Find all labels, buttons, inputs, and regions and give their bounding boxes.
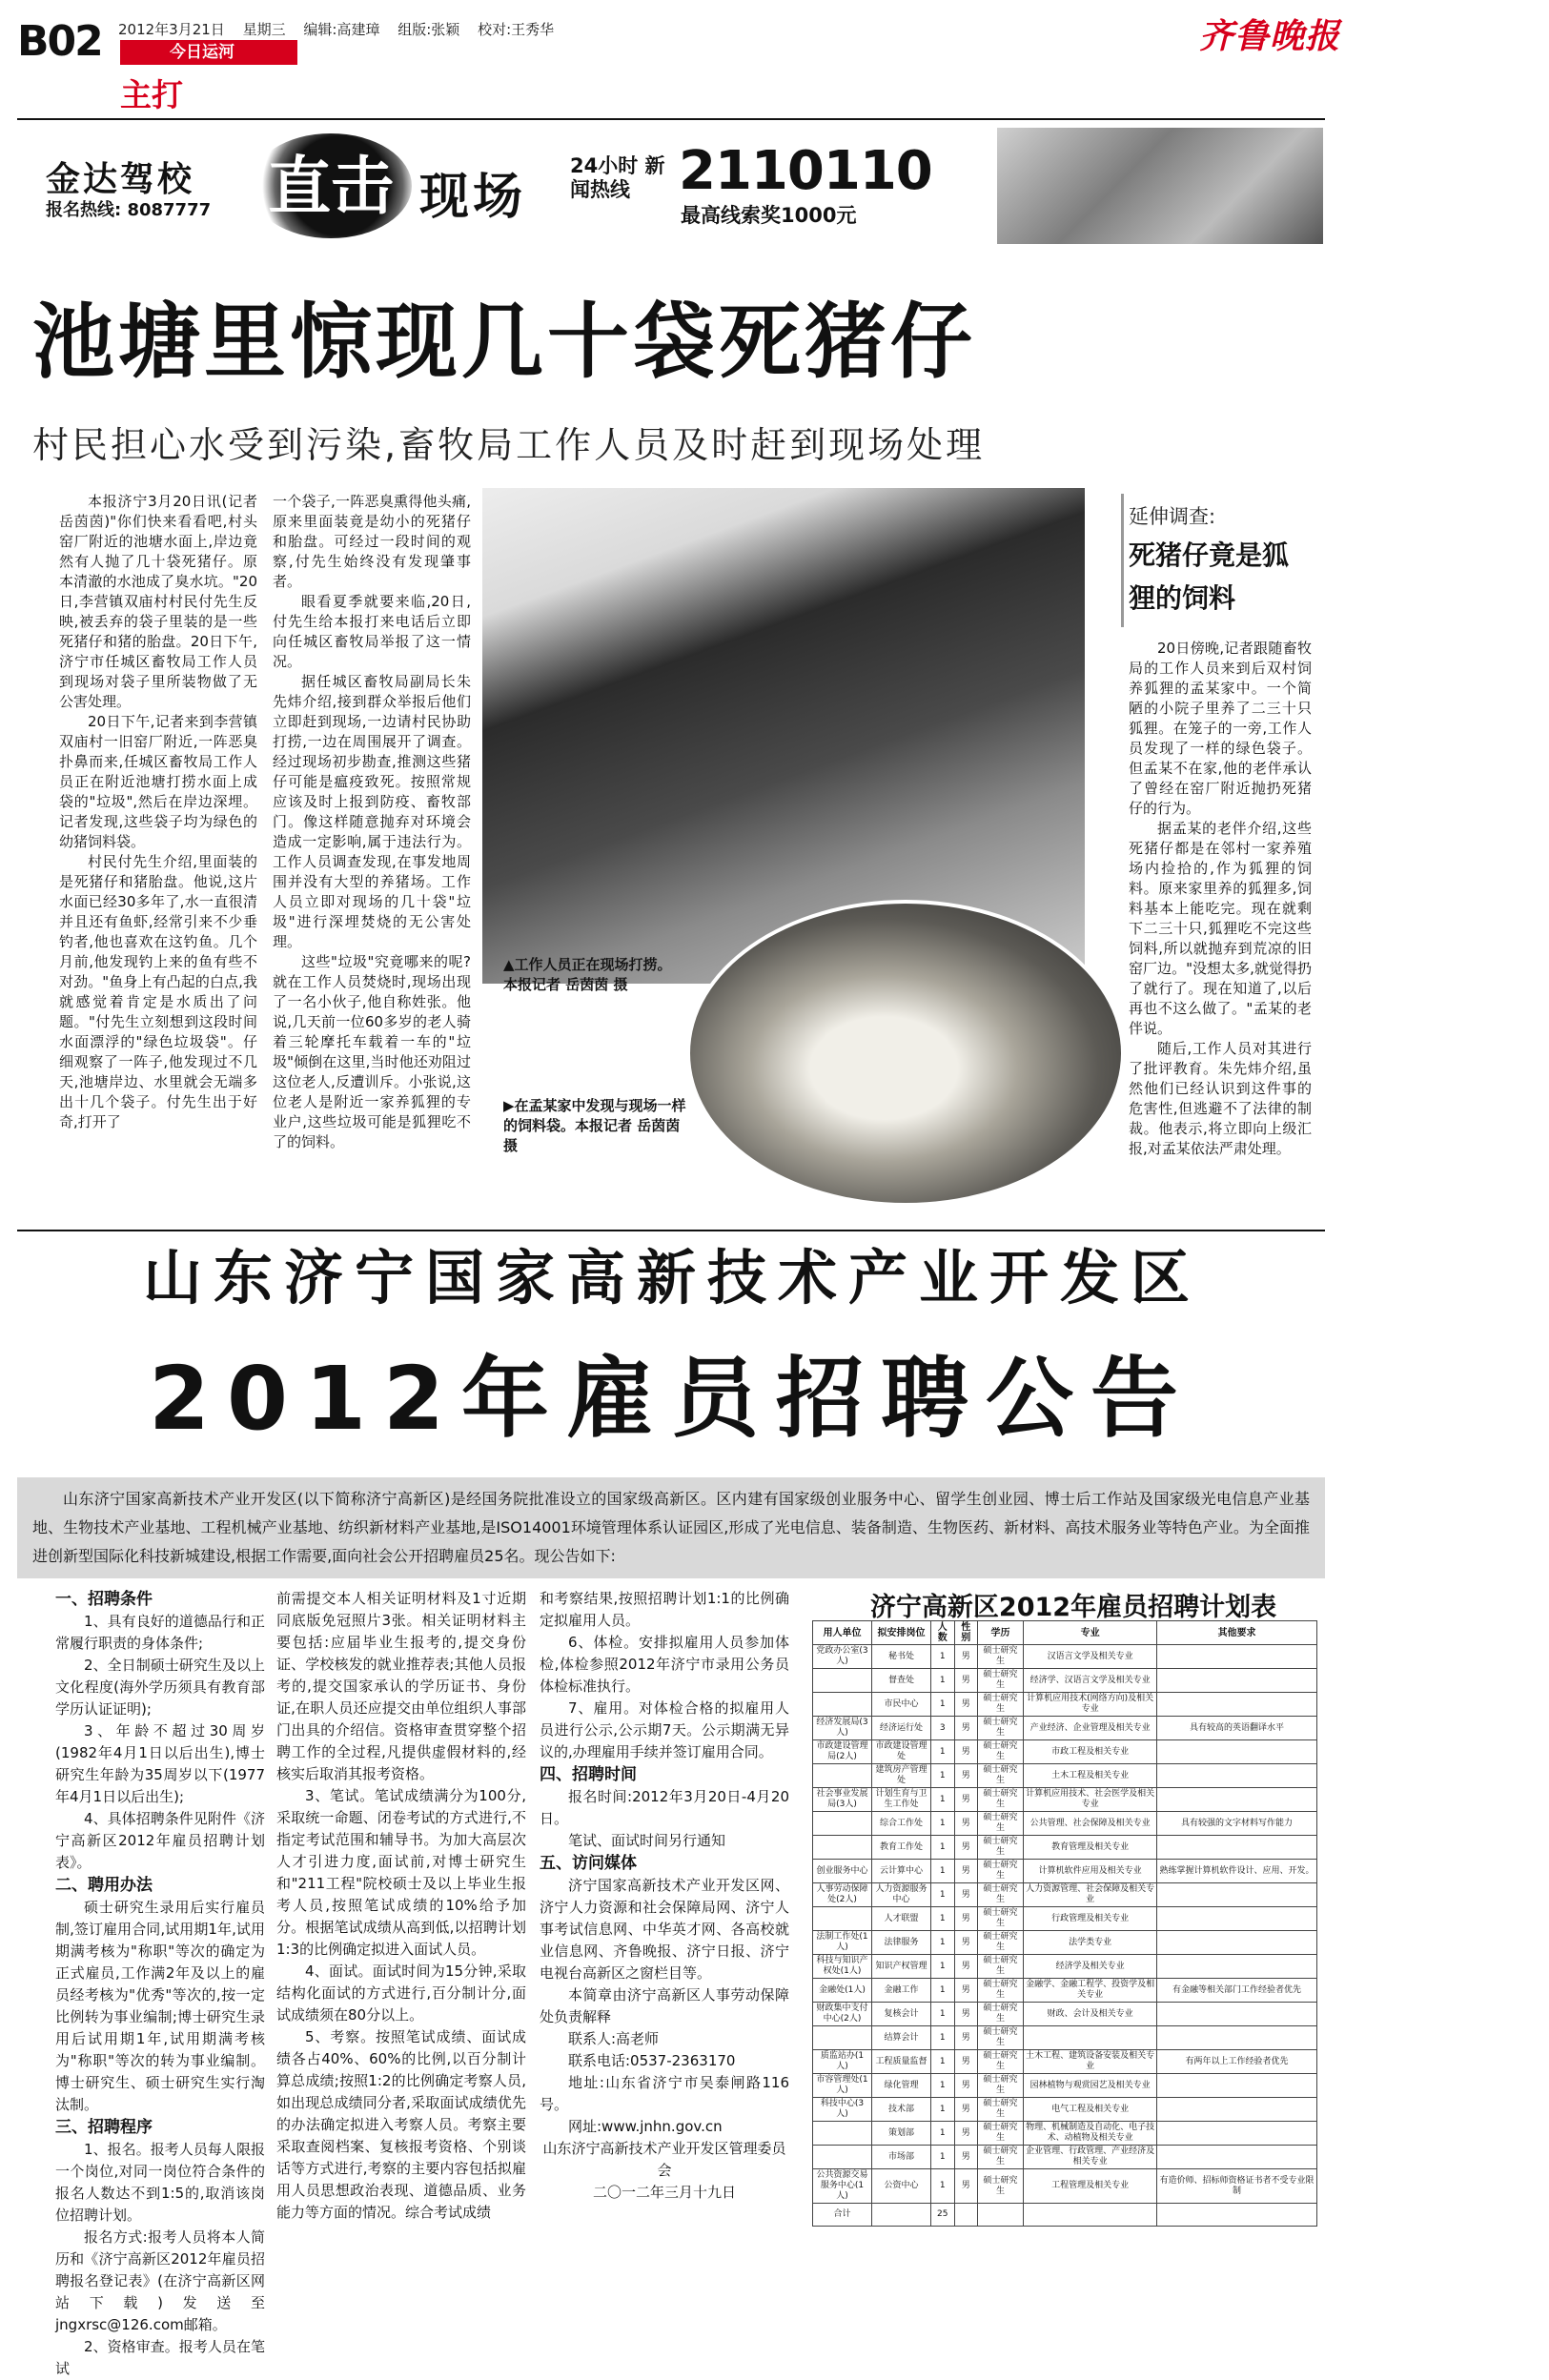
ad-paragraph: 2、全日制硕士研究生及以上文化程度(海外学历须具有教育部学历认证证明); (55, 1657, 265, 1718)
table-cell: 男 (954, 1788, 977, 1812)
table-cell: 督查处 (872, 1669, 931, 1693)
ad-intro: 山东济宁国家高新技术产业开发区(以下简称济宁高新区)是经国务院批准设立的国家级高新区。区内建有国家级创业服务中心、留学生创业园、博士后工作站及国家级光电信息产业基地、生物技术产业基地、工程机械产业基地、纺织新材料产业基地,是ISO14001环境管理体系认证园区,形成了光电信息、装备制造、生物医药、新材料、高技术服务业等特色产业。为全面推进创新型国际化科技新城建设,根据工作需要,面向社会公开招聘雇员25名。现公告如下: (17, 1477, 1325, 1578)
issue-weekday: 星期三 (242, 21, 286, 38)
table-cell (1157, 2146, 1317, 2169)
table-header-cell: 学历 (977, 1621, 1023, 1645)
paragraph: 这些"垃圾"究竟哪来的呢?就在工作人员焚烧时,现场出现了一名小伙子,他自称姓张。他说,几天前一位60多岁的老人骑着三轮摩托车载着一车的"垃圾"倾倒在这里,当时他还劝阻过这位老人,反遭训斥。小张说,这位老人是附近一家养狐狸的专业户,这些垃圾可能是狐狸吃不了的饲料。 (273, 953, 471, 1150)
table-cell: 党政办公室(3人) (813, 1645, 872, 1669)
ad-signature: 二〇一二年三月十九日 (592, 2184, 736, 2201)
table-cell: 硕士研究生 (977, 2098, 1023, 2122)
table-row (813, 1955, 1317, 1979)
table-cell: 男 (954, 2003, 977, 2026)
plan-table-title: 济宁高新区2012年雇员招聘计划表 (869, 1593, 1277, 1622)
table-header-cell: 用人单位 (813, 1621, 872, 1645)
table-cell: 男 (954, 2074, 977, 2098)
article-column-1 (59, 492, 257, 1203)
table-header-cell: 拟安排岗位 (872, 1621, 931, 1645)
table-cell: 市民中心 (872, 1693, 931, 1717)
table-cell (813, 1907, 872, 1931)
table-cell: 1 (931, 2169, 955, 2204)
table-cell (1157, 1955, 1317, 1979)
table-row (813, 2098, 1317, 2122)
ad-signature: 山东济宁高新技术产业开发区管理委员会 (542, 2140, 786, 2179)
table-row (813, 1693, 1317, 1717)
table-cell: 金融工作 (872, 1979, 931, 2003)
ad-main-title: 2012年雇员招聘公告 (148, 1348, 1196, 1450)
ad-paragraph: 济宁国家高新技术产业开发区网、济宁人力资源和社会保障局网、济宁人事考试信息网、中华英才网、各高校就业信息网、齐鲁晚报、济宁日报、济宁电视台高新区之窗栏目等。 (540, 1877, 789, 1982)
ad-paragraph: 1、报名。报考人员每人限报一个岗位,对同一岗位符合条件的报名人数达不到1:5的,取消该岗位招聘计划。 (55, 2141, 265, 2224)
hotline-label: 24小时 新闻热线 (570, 154, 665, 201)
table-cell (813, 1836, 872, 1860)
table-row (813, 2026, 1317, 2050)
table-cell: 人事劳动保障处(2人) (813, 1883, 872, 1907)
table-row (813, 2146, 1317, 2169)
ad-heading: 五、访问媒体 (540, 1854, 637, 1873)
column-logo: 直击 (250, 133, 412, 238)
table-cell: 1 (931, 2098, 955, 2122)
table-cell: 1 (931, 2074, 955, 2098)
ad-paragraph: 网址:www.jnhn.gov.cn (568, 2118, 723, 2135)
ad-column-2 (276, 1588, 526, 2255)
ad-paragraph: 4、面试。面试时间为15分钟,采取结构化面试的方式进行,百分制计分,面试成绩须在80分以上。 (276, 1963, 526, 2024)
ad-paragraph: 联系电话:0537-2363170 (568, 2052, 736, 2069)
table-cell: 人力资源服务中心 (872, 1883, 931, 1907)
ad-title: 山东济宁国家高新技术产业开发区 (142, 1243, 1201, 1312)
table-cell: 男 (954, 1669, 977, 1693)
page-meta (118, 19, 567, 39)
table-row (813, 1883, 1317, 1907)
article-column-3 (1129, 639, 1312, 1205)
paragraph: 本报济宁3月20日讯(记者 岳茵茵)"你们快来看看吧,村头窑厂附近的池塘水面上,岸边竟然有人抛了几十袋死猪仔。原本清澈的水池成了臭水坑。"20日,李营镇双庙村村民付先生反映,被丢弃的袋子里装的是一些死猪仔和猪的胎盘。20日下午,济宁市任城区畜牧局工作人员到现场对袋子里所装物做了无公害处理。 (59, 493, 257, 710)
table-cell (1157, 1931, 1317, 1955)
driving-school-phone: 报名热线: 8087777 (46, 200, 212, 220)
table-cell: 经济运行处 (872, 1717, 931, 1740)
table-header-cell: 其他要求 (1157, 1621, 1317, 1645)
table-cell: 汉语言文学及相关专业 (1024, 1645, 1157, 1669)
table-header-cell: 专业 (1024, 1621, 1157, 1645)
table-cell: 计算机应用技术、社会医学及相关专业 (1024, 1788, 1157, 1812)
table-cell: 物理、机械制造及自动化、电子技术、动植物及相关专业 (1024, 2122, 1157, 2146)
ad-paragraph: 前需提交本人相关证明材料及1寸近期同底版免冠照片3张。相关证明材料主要包括:应届毕业生报考的,提交身份证、学校核发的就业推荐表;其他人员报考的,提交国家承认的学历证书、身份证,在职人员还应提交由单位组织人事部门出具的介绍信。资格审查贯穿整个招聘工作的全过程,凡提供虚假材料的,经核实后取消其报考资格。 (276, 1590, 526, 1782)
table-cell: 1 (931, 2146, 955, 2169)
table-row (813, 1669, 1317, 1693)
table-cell: 策划部 (872, 2122, 931, 2146)
ad-paragraph: 4、具体招聘条件见附件《济宁高新区2012年雇员招聘计划表》。 (55, 1810, 265, 1871)
paragraph: 一个袋子,一阵恶臭熏得他头痛,原来里面装竟是幼小的死猪仔和胎盘。可经过一段时间的观察,付先生始终没有发现肇事者。 (273, 493, 471, 590)
table-cell: 硕士研究生 (977, 1717, 1023, 1740)
table-cell: 1 (931, 2003, 955, 2026)
table-cell: 经济发展局(3人) (813, 1717, 872, 1740)
table-row (813, 1788, 1317, 1812)
table-cell (1157, 2122, 1317, 2146)
table-cell: 市政工程及相关专业 (1024, 1740, 1157, 1764)
table-cell: 复核会计 (872, 2003, 931, 2026)
table-cell: 1 (931, 1931, 955, 1955)
ad-heading: 四、招聘时间 (540, 1765, 637, 1784)
table-cell: 金融学、金融工程学、投资学及相关专业 (1024, 1979, 1157, 2003)
ad-paragraph: 2、资格审查。报考人员在笔试 (55, 2338, 265, 2377)
ad-paragraph: 报名时间:2012年3月20日-4月20日。 (540, 1788, 789, 1827)
table-row (813, 1931, 1317, 1955)
table-cell (813, 1669, 872, 1693)
table-cell: 硕士研究生 (977, 1860, 1023, 1883)
table-cell: 男 (954, 1883, 977, 1907)
table-cell: 硕士研究生 (977, 1836, 1023, 1860)
table-cell: 硕士研究生 (977, 2026, 1023, 2050)
article-column-2 (273, 492, 471, 1203)
table-cell: 1 (931, 2050, 955, 2074)
table-cell: 男 (954, 1812, 977, 1836)
paragraph: 随后,工作人员对其进行了批评教育。朱先炜介绍,虽然他们已经认识到这件事的危害性,但逃避不了法律的制裁。他表示,将立即向上级汇报,对孟某依法严肃处理。 (1129, 1040, 1312, 1157)
table-cell: 男 (954, 2050, 977, 2074)
ad-paragraph: 5、考察。按照笔试成绩、面试成绩各占40%、60%的比例,以百分制计算总成绩;按照1:2的比例确定考察人员,如出现总成绩同分者,采取面试成绩优先的办法确定拟进入考察人员。考察主要采取查阅档案、复核报考资格、个别谈话等方式进行,考察的主要内容包括拟雇用人员思想政治表现、道德品质、业务能力等方面的情况。综合考试成绩 (276, 2028, 526, 2221)
table-cell: 硕士研究生 (977, 2003, 1023, 2026)
table-cell: 硕士研究生 (977, 1883, 1023, 1907)
table-cell: 硕士研究生 (977, 1669, 1023, 1693)
table-cell: 硕士研究生 (977, 1955, 1023, 1979)
section-subtitle: 主打 (120, 76, 183, 113)
table-cell (1157, 1907, 1317, 1931)
layout-credit: 组版:张颖 (397, 21, 460, 38)
table-cell: 硕士研究生 (977, 2146, 1023, 2169)
table-cell: 1 (931, 1955, 955, 1979)
table-cell: 硕士研究生 (977, 1907, 1023, 1931)
table-cell: 硕士研究生 (977, 1764, 1023, 1788)
table-cell: 行政管理及相关专业 (1024, 1907, 1157, 1931)
table-cell: 创业服务中心 (813, 1860, 872, 1883)
ad-heading: 二、聘用办法 (55, 1876, 153, 1895)
ad-paragraph: 报名方式:报考人员将本人简历和《济宁高新区2012年雇员招聘报名登记表》(在济宁高新区网站下载)发送至 jngxrsc@126.com邮箱。 (55, 2228, 265, 2333)
table-cell: 硕士研究生 (977, 1812, 1023, 1836)
ad-paragraph: 本简章由济宁高新区人事劳动保障处负责解释 (540, 1986, 789, 2025)
table-cell: 教育管理及相关专业 (1024, 1836, 1157, 1860)
table-cell: 男 (954, 1764, 977, 1788)
table-cell: 合计 (813, 2204, 872, 2227)
table-cell (1157, 2074, 1317, 2098)
plan-table (812, 1620, 1317, 2227)
hotline-number: 2110110 (679, 140, 932, 202)
table-row (813, 1907, 1317, 1931)
table-cell: 硕士研究生 (977, 1693, 1023, 1717)
table-row (813, 1717, 1317, 1740)
table-cell: 男 (954, 1907, 977, 1931)
table-cell (1157, 1788, 1317, 1812)
table-cell: 男 (954, 2098, 977, 2122)
table-cell: 男 (954, 1717, 977, 1740)
table-cell: 男 (954, 2169, 977, 2204)
table-row (813, 2122, 1317, 2146)
table-cell: 工程质量监督 (872, 2050, 931, 2074)
table-cell: 男 (954, 2146, 977, 2169)
table-cell: 科技中心(3人) (813, 2098, 872, 2122)
table-cell: 3 (931, 1717, 955, 1740)
table-cell: 男 (954, 1931, 977, 1955)
table-cell: 男 (954, 2122, 977, 2146)
ad-paragraph: 7、雇用。对体检合格的拟雇用人员进行公示,公示期7天。公示期满无异议的,办理雇用手续并签订雇用合同。 (540, 1699, 789, 1760)
table-cell (1157, 1740, 1317, 1764)
table-cell (813, 2122, 872, 2146)
table-cell: 1 (931, 1693, 955, 1717)
paragraph: 20日傍晚,记者跟随畜牧局的工作人员来到后双村饲养狐狸的孟某家中。一个简陋的小院子里养了二三十只狐狸。在笼子的一旁,工作人员发现了一样的绿色袋子。但孟某不在家,他的老伴承认了曾经在窑厂附近抛扔死猪仔的行为。 (1129, 640, 1312, 817)
table-cell: 25 (931, 2204, 955, 2227)
table-cell: 财政集中支付中心(2人) (813, 2003, 872, 2026)
table-cell: 1 (931, 2122, 955, 2146)
table-cell: 硕士研究生 (977, 2169, 1023, 2204)
table-row (813, 1764, 1317, 1788)
table-cell (813, 2146, 872, 2169)
table-cell: 结算会计 (872, 2026, 931, 2050)
table-cell (1157, 1883, 1317, 1907)
table-cell: 有金融等相关部门工作经验者优先 (1157, 1979, 1317, 2003)
table-cell: 1 (931, 1764, 955, 1788)
editor-credit: 编辑:高建璋 (303, 21, 380, 38)
table-cell: 经济学及相关专业 (1024, 1955, 1157, 1979)
table-header-cell: 性别 (954, 1621, 977, 1645)
table-cell: 男 (954, 1979, 977, 2003)
column-name: 现场 (419, 169, 527, 226)
table-cell (1157, 2003, 1317, 2026)
table-cell: 硕士研究生 (977, 1645, 1023, 1669)
section-tag: 今日运河 (120, 40, 297, 65)
table-row (813, 2050, 1317, 2074)
table-cell (977, 2204, 1023, 2227)
paragraph: 20日下午,记者来到李营镇双庙村一旧窑厂附近,一阵恶臭扑鼻而来,任城区畜牧局工作人员正在附近池塘打捞水面上成袋的"垃圾",然后在岸边深埋。记者发现,这些袋子均为绿色的幼猪饲料袋。 (59, 713, 257, 850)
banner-photo (997, 128, 1323, 244)
table-cell: 硕士研究生 (977, 1788, 1023, 1812)
table-cell: 人力资源管理、社会保障及相关专业 (1024, 1883, 1157, 1907)
table-cell (1157, 2204, 1317, 2227)
table-cell: 技术部 (872, 2098, 931, 2122)
table-cell: 1 (931, 2026, 955, 2050)
table-cell: 1 (931, 1669, 955, 1693)
article-subheadline: 村民担心水受到污染,畜牧局工作人员及时赶到现场处理 (32, 424, 986, 466)
table-cell: 1 (931, 1788, 955, 1812)
table-cell: 硕士研究生 (977, 1931, 1023, 1955)
table-cell: 具有较高的英语翻译水平 (1157, 1717, 1317, 1740)
table-cell: 硕士研究生 (977, 1979, 1023, 2003)
table-cell: 1 (931, 1645, 955, 1669)
table-cell: 社会事业发展局(3人) (813, 1788, 872, 1812)
hotline-reward: 最高线索奖1000元 (681, 204, 857, 227)
table-cell: 男 (954, 2026, 977, 2050)
photo-caption-1: ▲工作人员正在现场打捞。本报记者 岳茵茵 摄 (503, 956, 672, 993)
ad-paragraph: 和考察结果,按照招聘计划1:1的比例确定拟雇用人员。 (540, 1590, 789, 1629)
table-row (813, 1979, 1317, 2003)
ad-paragraph: 笔试、面试时间另行通知 (568, 1832, 726, 1849)
table-cell: 法律服务 (872, 1931, 931, 1955)
table-cell: 法制工作处(1人) (813, 1931, 872, 1955)
ad-paragraph: 6、体检。安排拟雇用人员参加体检,体检参照2012年济宁市录用公务员体检标准执行。 (540, 1634, 789, 1695)
table-cell: 1 (931, 1740, 955, 1764)
table-cell: 公共管理、社会保障及相关专业 (1024, 1812, 1157, 1836)
ad-paragraph: 地址:山东省济宁市吴泰闸路116号。 (540, 2074, 789, 2113)
table-row (813, 1645, 1317, 1669)
ad-paragraph: 1、具有良好的道德品行和正常履行职责的身体条件; (55, 1613, 265, 1652)
ad-paragraph: 硕士研究生录用后实行雇员制,签订雇用合同,试用期1年,试用期满考核为"称职"等次的确定为正式雇员,工作满2年及以上的雇员经考核为"优秀"等次的,按一定比例转为事业编制;博士研究生录用后试用期1年,试用期满考核为"称职"等次的转为事业编制。博士研究生、硕士研究生实行淘汰制。 (55, 1899, 265, 2113)
table-cell: 法学类专业 (1024, 1931, 1157, 1955)
table-row (813, 1860, 1317, 1883)
ad-paragraph: 3、笔试。笔试成绩满分为100分,采取统一命题、闭卷考试的方式进行,不指定考试范围和辅导书。为加大高层次人才引进力度,面试前,对博士研究生和"211工程"院校硕士及以上毕业生报考人员,按照笔试成绩的10%给予加分。根据笔试成绩从高到低,以招聘计划1:3的比例确定拟进入面试人员。 (276, 1787, 526, 1958)
inset-photo (686, 900, 1125, 1207)
table-cell: 男 (954, 1955, 977, 1979)
table-cell: 1 (931, 1836, 955, 1860)
table-cell (1157, 1693, 1317, 1717)
table-cell (1024, 2204, 1157, 2227)
photo-caption-2: ▶在孟某家中发现与现场一样的饲料袋。本报记者 岳茵茵 摄 (503, 1097, 686, 1154)
table-cell: 教育工作处 (872, 1836, 931, 1860)
table-cell: 秘书处 (872, 1645, 931, 1669)
newspaper-masthead: 齐鲁晚报 (1199, 16, 1341, 56)
table-row (813, 1812, 1317, 1836)
table-header-cell: 人数 (931, 1621, 955, 1645)
table-cell (1157, 2098, 1317, 2122)
table-cell: 男 (954, 1645, 977, 1669)
table-cell (813, 1693, 872, 1717)
table-row (813, 2003, 1317, 2026)
table-cell: 男 (954, 1693, 977, 1717)
table-cell: 建筑房产管理处 (872, 1764, 931, 1788)
table-cell: 知识产权管理 (872, 1955, 931, 1979)
table-cell: 市场部 (872, 2146, 931, 2169)
table-cell: 市政建设管理处 (872, 1740, 931, 1764)
table-cell (1157, 1764, 1317, 1788)
table-cell: 熟练掌握计算机软件设计、应用、开发。 (1157, 1860, 1317, 1883)
table-cell: 云计算中心 (872, 1860, 931, 1883)
table-cell: 园林植物与观赏园艺及相关专业 (1024, 2074, 1157, 2098)
issue-date: 2012年3月21日 (118, 21, 225, 38)
sidebar-label: 延伸调查: (1129, 505, 1216, 528)
ad-column-1 (55, 1588, 265, 2377)
table-cell: 土木工程及相关专业 (1024, 1764, 1157, 1788)
table-cell: 硕士研究生 (977, 1740, 1023, 1764)
table-row (813, 2074, 1317, 2098)
article-headline: 池塘里惊现几十袋死猪仔 (32, 295, 976, 390)
table-cell (872, 2204, 931, 2227)
paragraph: 村民付先生介绍,里面装的是死猪仔和猪胎盘。他说,这片水面已经30多年了,水一直很清并且还有鱼虾,经常引来不少垂钓者,他也喜欢在这钓鱼。几个月前,他发现钓上来的鱼有些不对劲。"鱼身上有凸起的白点,我就感觉着肯定是水质出了问题。"付先生立刻想到这段时间水面漂浮的"绿色垃圾袋"。仔细观察了一阵子,他发现过不几天,池塘岸边、水里就会无端多出十几个袋子。付先生出于好奇,打开了 (59, 853, 257, 1130)
table-cell: 计算机软件应用及相关专业 (1024, 1860, 1157, 1883)
table-cell: 1 (931, 1883, 955, 1907)
table-cell: 绿化管理 (872, 2074, 931, 2098)
proof-credit: 校对:王秀华 (478, 21, 555, 38)
paragraph: 眼看夏季就要来临,20日,付先生给本报打来电话后立即向任城区畜牧局举报了这一情况。 (273, 593, 471, 670)
table-cell (1024, 2026, 1157, 2050)
main-photo (482, 488, 1085, 984)
table-cell: 计划生育与卫生工作处 (872, 1788, 931, 1812)
table-cell: 综合工作处 (872, 1812, 931, 1836)
table-cell: 硕士研究生 (977, 2050, 1023, 2074)
table-cell: 市政建设管理局(2人) (813, 1740, 872, 1764)
table-cell: 1 (931, 1860, 955, 1883)
table-cell (1157, 2026, 1317, 2050)
table-cell: 硕士研究生 (977, 2074, 1023, 2098)
table-cell: 具有较强的文字材料写作能力 (1157, 1812, 1317, 1836)
table-cell: 男 (954, 1860, 977, 1883)
table-cell: 工程管理及相关专业 (1024, 2169, 1157, 2204)
table-cell (1157, 1669, 1317, 1693)
ad-paragraph: 联系人:高老师 (568, 2030, 660, 2047)
table-cell (813, 1812, 872, 1836)
table-cell: 土木工程、建筑设备安装及相关专业 (1024, 2050, 1157, 2074)
ad-column-3 (540, 1588, 789, 2255)
ad-heading: 三、招聘程序 (55, 2118, 153, 2137)
ad-heading: 一、招聘条件 (55, 1590, 153, 1609)
table-body (813, 1645, 1317, 2227)
sidebar-rule (1121, 494, 1124, 627)
table-cell: 财政、会计及相关专业 (1024, 2003, 1157, 2026)
table-cell: 市容管理处(1人) (813, 2074, 872, 2098)
table-cell (813, 2026, 872, 2050)
table-cell: 硕士研究生 (977, 2122, 1023, 2146)
ad-paragraph: 3、年龄不超过30周岁(1982年4月1日以后出生),博士研究生年龄为35周岁以下(1977年4月1日以后出生); (55, 1722, 265, 1805)
table-cell (954, 2204, 977, 2227)
table-cell: 公共资源交易服务中心(1人) (813, 2169, 872, 2204)
header-rule (17, 118, 1325, 120)
table-row (813, 2169, 1317, 2204)
table-cell: 产业经济、企业管理及相关专业 (1024, 1717, 1157, 1740)
table-cell: 有两年以上工作经验者优先 (1157, 2050, 1317, 2074)
paragraph: 据任城区畜牧局副局长朱先炜介绍,接到群众举报后他们立即赶到现场,一边请村民协助打捞,一边在周围展开了调查。经过现场初步勘查,推测这些猪仔可能是瘟疫致死。按照常规应该及时上报到防疫、畜牧部门。像这样随意抛弃对环境会造成一定影响,属于违法行为。工作人员调查发现,在事发地周围并没有大型的养猪场。工作人员立即对现场的几十袋"垃圾"进行深埋焚烧的无公害处理。 (273, 673, 471, 950)
table-cell: 1 (931, 1812, 955, 1836)
table-cell: 企业管理、行政管理、产业经济及相关专业 (1024, 2146, 1157, 2169)
table-row (813, 2204, 1317, 2227)
sidebar-title: 死猪仔竟是狐狸的饲料 (1129, 539, 1290, 614)
table-cell: 1 (931, 1907, 955, 1931)
table-header-row (813, 1621, 1317, 1645)
table-cell: 公资中心 (872, 2169, 931, 2204)
driving-school-ad: 金达驾校 (46, 160, 195, 199)
table-cell: 金融处(1人) (813, 1979, 872, 2003)
table-cell: 有造价师、招标师资格证书者不受专业限制 (1157, 2169, 1317, 2204)
table-cell (813, 1764, 872, 1788)
table-row (813, 1836, 1317, 1860)
table-cell: 人才联盟 (872, 1907, 931, 1931)
table-cell (1157, 1645, 1317, 1669)
table-cell: 男 (954, 1836, 977, 1860)
table-cell (1157, 1836, 1317, 1860)
table-cell: 男 (954, 1740, 977, 1764)
table-cell: 科技与知识产权处(1人) (813, 1955, 872, 1979)
table-cell: 1 (931, 1979, 955, 2003)
table-cell: 电气工程及相关专业 (1024, 2098, 1157, 2122)
table-cell: 经济学、汉语言文学及相关专业 (1024, 1669, 1157, 1693)
page-number: B02 (17, 17, 102, 66)
paragraph: 据孟某的老伴介绍,这些死猪仔都是在邻村一家养殖场内捡拾的,作为狐狸的饲料。原来家里养的狐狸多,饲料基本上能吃完。现在就剩下二三十只,狐狸吃不完这些饲料,所以就抛弃到荒凉的旧窑厂边。"没想太多,就觉得扔了就行了。现在知道了,以后再也不这么做了。"孟某的老伴说。 (1129, 820, 1312, 1037)
table-row (813, 1740, 1317, 1764)
table-cell: 计算机应用技术(网络方向)及相关专业 (1024, 1693, 1157, 1717)
table-cell: 质监站办(1人) (813, 2050, 872, 2074)
